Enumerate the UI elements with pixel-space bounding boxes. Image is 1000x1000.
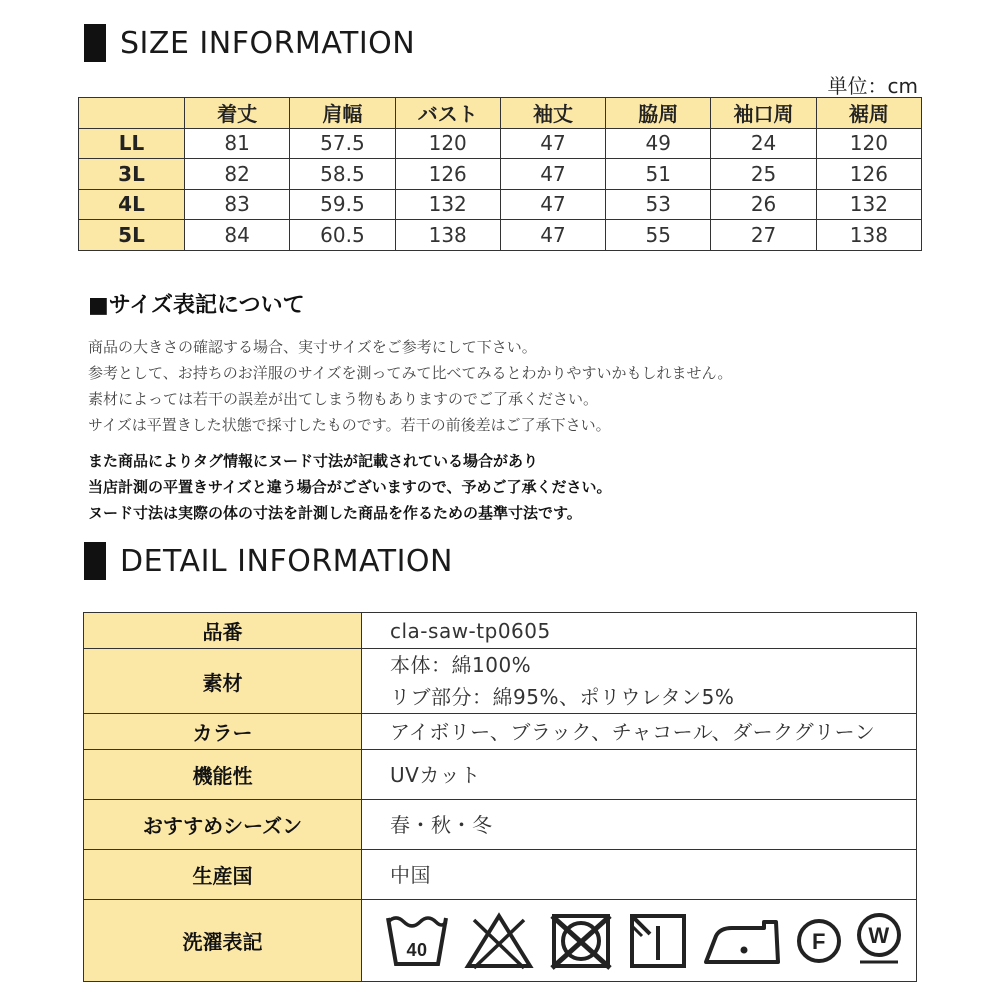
table-cell: 59.5 [290, 189, 395, 220]
table-row [84, 613, 917, 649]
size-table [78, 97, 922, 251]
header-cell: 裾周 [816, 98, 921, 129]
note-line: 商品の大きさの確認する場合、実寸サイズをご参考にして下さい。 [88, 338, 537, 356]
size-label: 3L [79, 159, 185, 190]
table-cell: 53 [606, 189, 711, 220]
table-cell: 47 [500, 128, 605, 159]
note-bold-line: また商品によりタグ情報にヌード寸法が記載されている場合があり [88, 452, 539, 470]
table-cell: 25 [711, 159, 816, 190]
detail-label: 品番 [84, 613, 362, 649]
note-bold-line: 当店計測の平置きサイズと違う場合がございますので、予めご了承ください。 [88, 478, 612, 496]
table-cell: 120 [816, 128, 921, 159]
table-cell: 132 [395, 189, 500, 220]
table-cell: 26 [711, 189, 816, 220]
table-row [84, 714, 917, 750]
table-cell: 84 [185, 220, 290, 251]
size-notes-text [88, 334, 732, 438]
table-cell: 132 [816, 189, 921, 220]
detail-table [83, 612, 917, 982]
unit-label: 単位：cm [827, 74, 918, 98]
iron-low-icon [702, 912, 782, 970]
section-title: SIZE INFORMATION [120, 25, 416, 61]
table-cell: 126 [816, 159, 921, 190]
detail-value: cla-saw-tp0605 [390, 618, 551, 643]
detail-label: 生産国 [84, 850, 362, 900]
section-bar [84, 24, 106, 62]
table-cell: 27 [711, 220, 816, 251]
detail-label: 素材 [84, 649, 362, 714]
line-dry-shade-icon [628, 912, 688, 970]
size-label: 4L [79, 189, 185, 220]
detail-value: UVカット [390, 762, 481, 787]
wet-clean-w-icon [856, 912, 902, 970]
no-tumble-dry-icon [548, 912, 614, 970]
table-cell: 83 [185, 189, 290, 220]
table-cell: 81 [185, 128, 290, 159]
table-cell: 47 [500, 159, 605, 190]
dry-clean-f-icon [796, 918, 842, 964]
detail-label: 機能性 [84, 750, 362, 800]
table-cell: 60.5 [290, 220, 395, 251]
table-cell: 138 [395, 220, 500, 251]
dry-clean-letter: F [812, 928, 826, 954]
no-bleach-icon [464, 912, 534, 970]
table-cell: 55 [606, 220, 711, 251]
table-row [84, 649, 917, 714]
detail-value: 春・秋・冬 [390, 812, 493, 837]
detail-label: 洗濯表記 [84, 900, 362, 982]
section-title: DETAIL INFORMATION [120, 543, 453, 579]
detail-value: 本体：綿100% [390, 653, 532, 677]
size-table-header-row [79, 98, 922, 129]
table-cell: 82 [185, 159, 290, 190]
care-icons [384, 912, 916, 970]
table-row [84, 800, 917, 850]
table-cell: 24 [711, 128, 816, 159]
detail-label: おすすめシーズン [84, 800, 362, 850]
table-row [84, 850, 917, 900]
table-cell: 120 [395, 128, 500, 159]
header-cell: 脇周 [606, 98, 711, 129]
size-notes-heading: ■サイズ表記について [88, 293, 305, 318]
section-bar [84, 542, 106, 580]
size-label: 5L [79, 220, 185, 251]
header-cell: 着丈 [185, 98, 290, 129]
table-row [79, 220, 922, 251]
header-cell [79, 98, 185, 129]
size-label: LL [79, 128, 185, 159]
table-cell: 49 [606, 128, 711, 159]
note-bold-line: ヌード寸法は実際の体の寸法を計測した商品を作るための基準寸法です。 [88, 504, 582, 522]
detail-value: アイボリー、ブラック、チャコール、ダークグリーン [390, 719, 876, 744]
detail-value: 中国 [390, 862, 431, 887]
detail-value: リブ部分：綿95%、ポリウレタン5% [390, 685, 735, 709]
size-information-header [84, 24, 415, 62]
header-cell: バスト [395, 98, 500, 129]
detail-label: カラー [84, 714, 362, 750]
header-cell: 肩幅 [290, 98, 395, 129]
table-cell: 47 [500, 220, 605, 251]
wash-40-icon [384, 912, 450, 970]
table-row [79, 159, 922, 190]
size-notes-bold-text [88, 448, 612, 526]
header-cell: 袖口周 [711, 98, 816, 129]
table-cell: 47 [500, 189, 605, 220]
table-cell: 51 [606, 159, 711, 190]
wet-clean-letter: W [868, 922, 890, 948]
table-row [79, 189, 922, 220]
note-line: サイズは平置きした状態で採寸したものです。若干の前後差はご了承下さい。 [88, 416, 611, 434]
header-cell: 袖丈 [500, 98, 605, 129]
table-cell: 58.5 [290, 159, 395, 190]
note-line: 参考として、お持ちのお洋服のサイズを測ってみて比べてみるとわかりやすいかもしれません。 [88, 364, 733, 382]
table-cell: 126 [395, 159, 500, 190]
table-row [84, 900, 917, 982]
wash-temp-label: 40 [406, 939, 428, 960]
note-line: 素材によっては若干の誤差が出てしまう物もありますのでご了承ください。 [88, 390, 599, 408]
detail-information-header [84, 542, 453, 580]
table-cell: 138 [816, 220, 921, 251]
table-cell: 57.5 [290, 128, 395, 159]
table-row [79, 128, 922, 159]
table-row [84, 750, 917, 800]
